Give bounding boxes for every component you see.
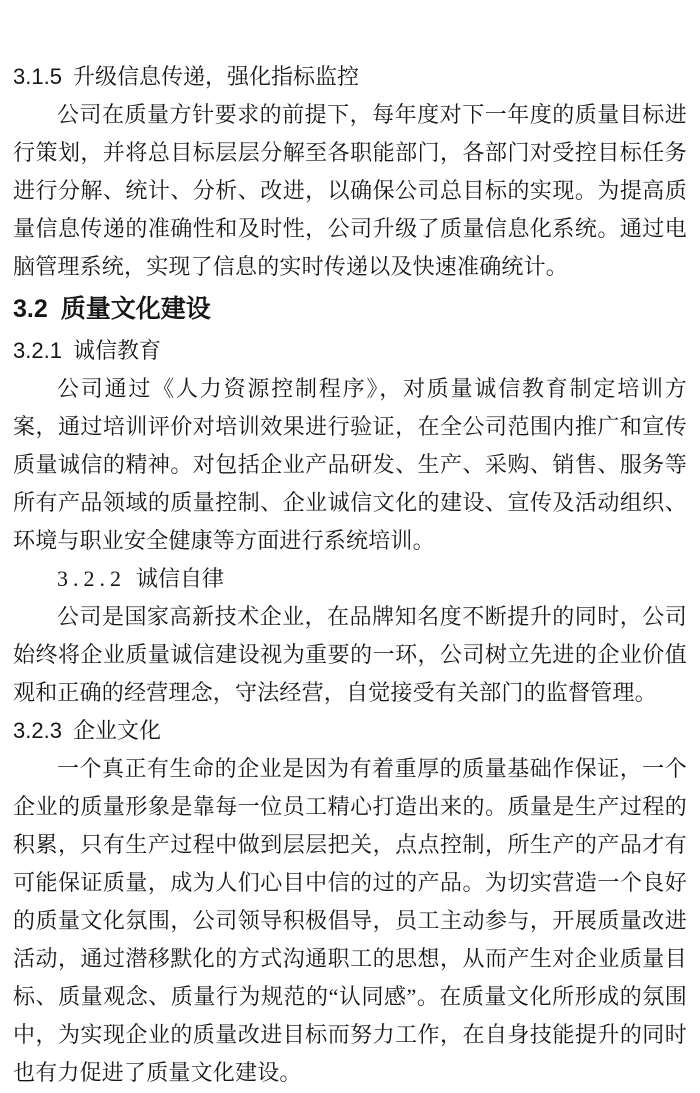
section-title: 诚信教育 [72, 338, 161, 363]
section-title: 诚信自律 [136, 566, 225, 591]
section-heading-3-1-5 [13, 58, 687, 96]
paragraph-3-2-3: 一个真正有生命的企业是因为有着重厚的质量基础作保证，一个企业的质量形象是靠每一位员工精心打造出来的。质量是生产过程的积累，只有生产过程中做到层层把关，点点控制，所生产的产品才有可能保证质量，成为人们心目中信的过的产品。为切实营造一个良好的质量文化氛围，公司领导积极倡导，员工主动参与，开展质量改进活动，通过潜移默化的方式沟通职工的思想，从而产生对企业质量目标、质量观念、质量行为规范的“认同感”。在质量文化所形成的氛围中，为实现企业的质量改进目标而努力工作，在自身技能提升的同时也有力促进了质量文化建设。 [13, 756, 687, 1085]
paragraph-3-2-1: 公司通过《人力资源控制程序》，对质量诚信教育制定培训方案，通过培训评价对培训效果进行验证，在全公司范围内推广和宣传质量诚信的精神。对包括企业产品研发、生产、采购、销售、服务等所有产品领域的质量控制、企业诚信文化的建设、宣传及活动组织、环境与职业安全健康等方面进行系统培训。 [13, 376, 687, 553]
section-number: 3.1.5 [13, 64, 62, 89]
section-heading-3-2-3 [13, 712, 687, 750]
section-number: 3.2 [13, 295, 48, 323]
section-title: 升级信息传递，强化指标监控 [72, 64, 359, 89]
paragraph-3-1-5: 公司在质量方针要求的前提下，每年度对下一年度的质量目标进行策划，并将总目标层层分解至各职能部门，各部门对受控目标任务进行分解、统计、分析、改进，以确保公司总目标的实现。为提高质量信息传递的准确性和及时性，公司升级了质量信息化系统。通过电脑管理系统，实现了信息的实时传递以及快速准确统计。 [13, 102, 687, 279]
section-heading-3-2 [13, 286, 687, 332]
section-title: 企业文化 [72, 718, 161, 743]
paragraph-3-2-2: 公司是国家高新技术企业，在品牌知名度不断提升的同时，公司始终将企业质量诚信建设视为重要的一环，公司树立先进的企业价值观和正确的经营理念，守法经营，自觉接受有关部门的监督管理。 [13, 604, 687, 705]
section-title: 质量文化建设 [60, 295, 211, 323]
section-heading-3-2-2 [13, 560, 687, 598]
section-number: 3.2.1 [13, 338, 62, 363]
section-heading-3-2-1 [13, 332, 687, 370]
section-number: 3.2.3 [13, 718, 62, 743]
section-number: 3.2.2 [57, 566, 126, 591]
